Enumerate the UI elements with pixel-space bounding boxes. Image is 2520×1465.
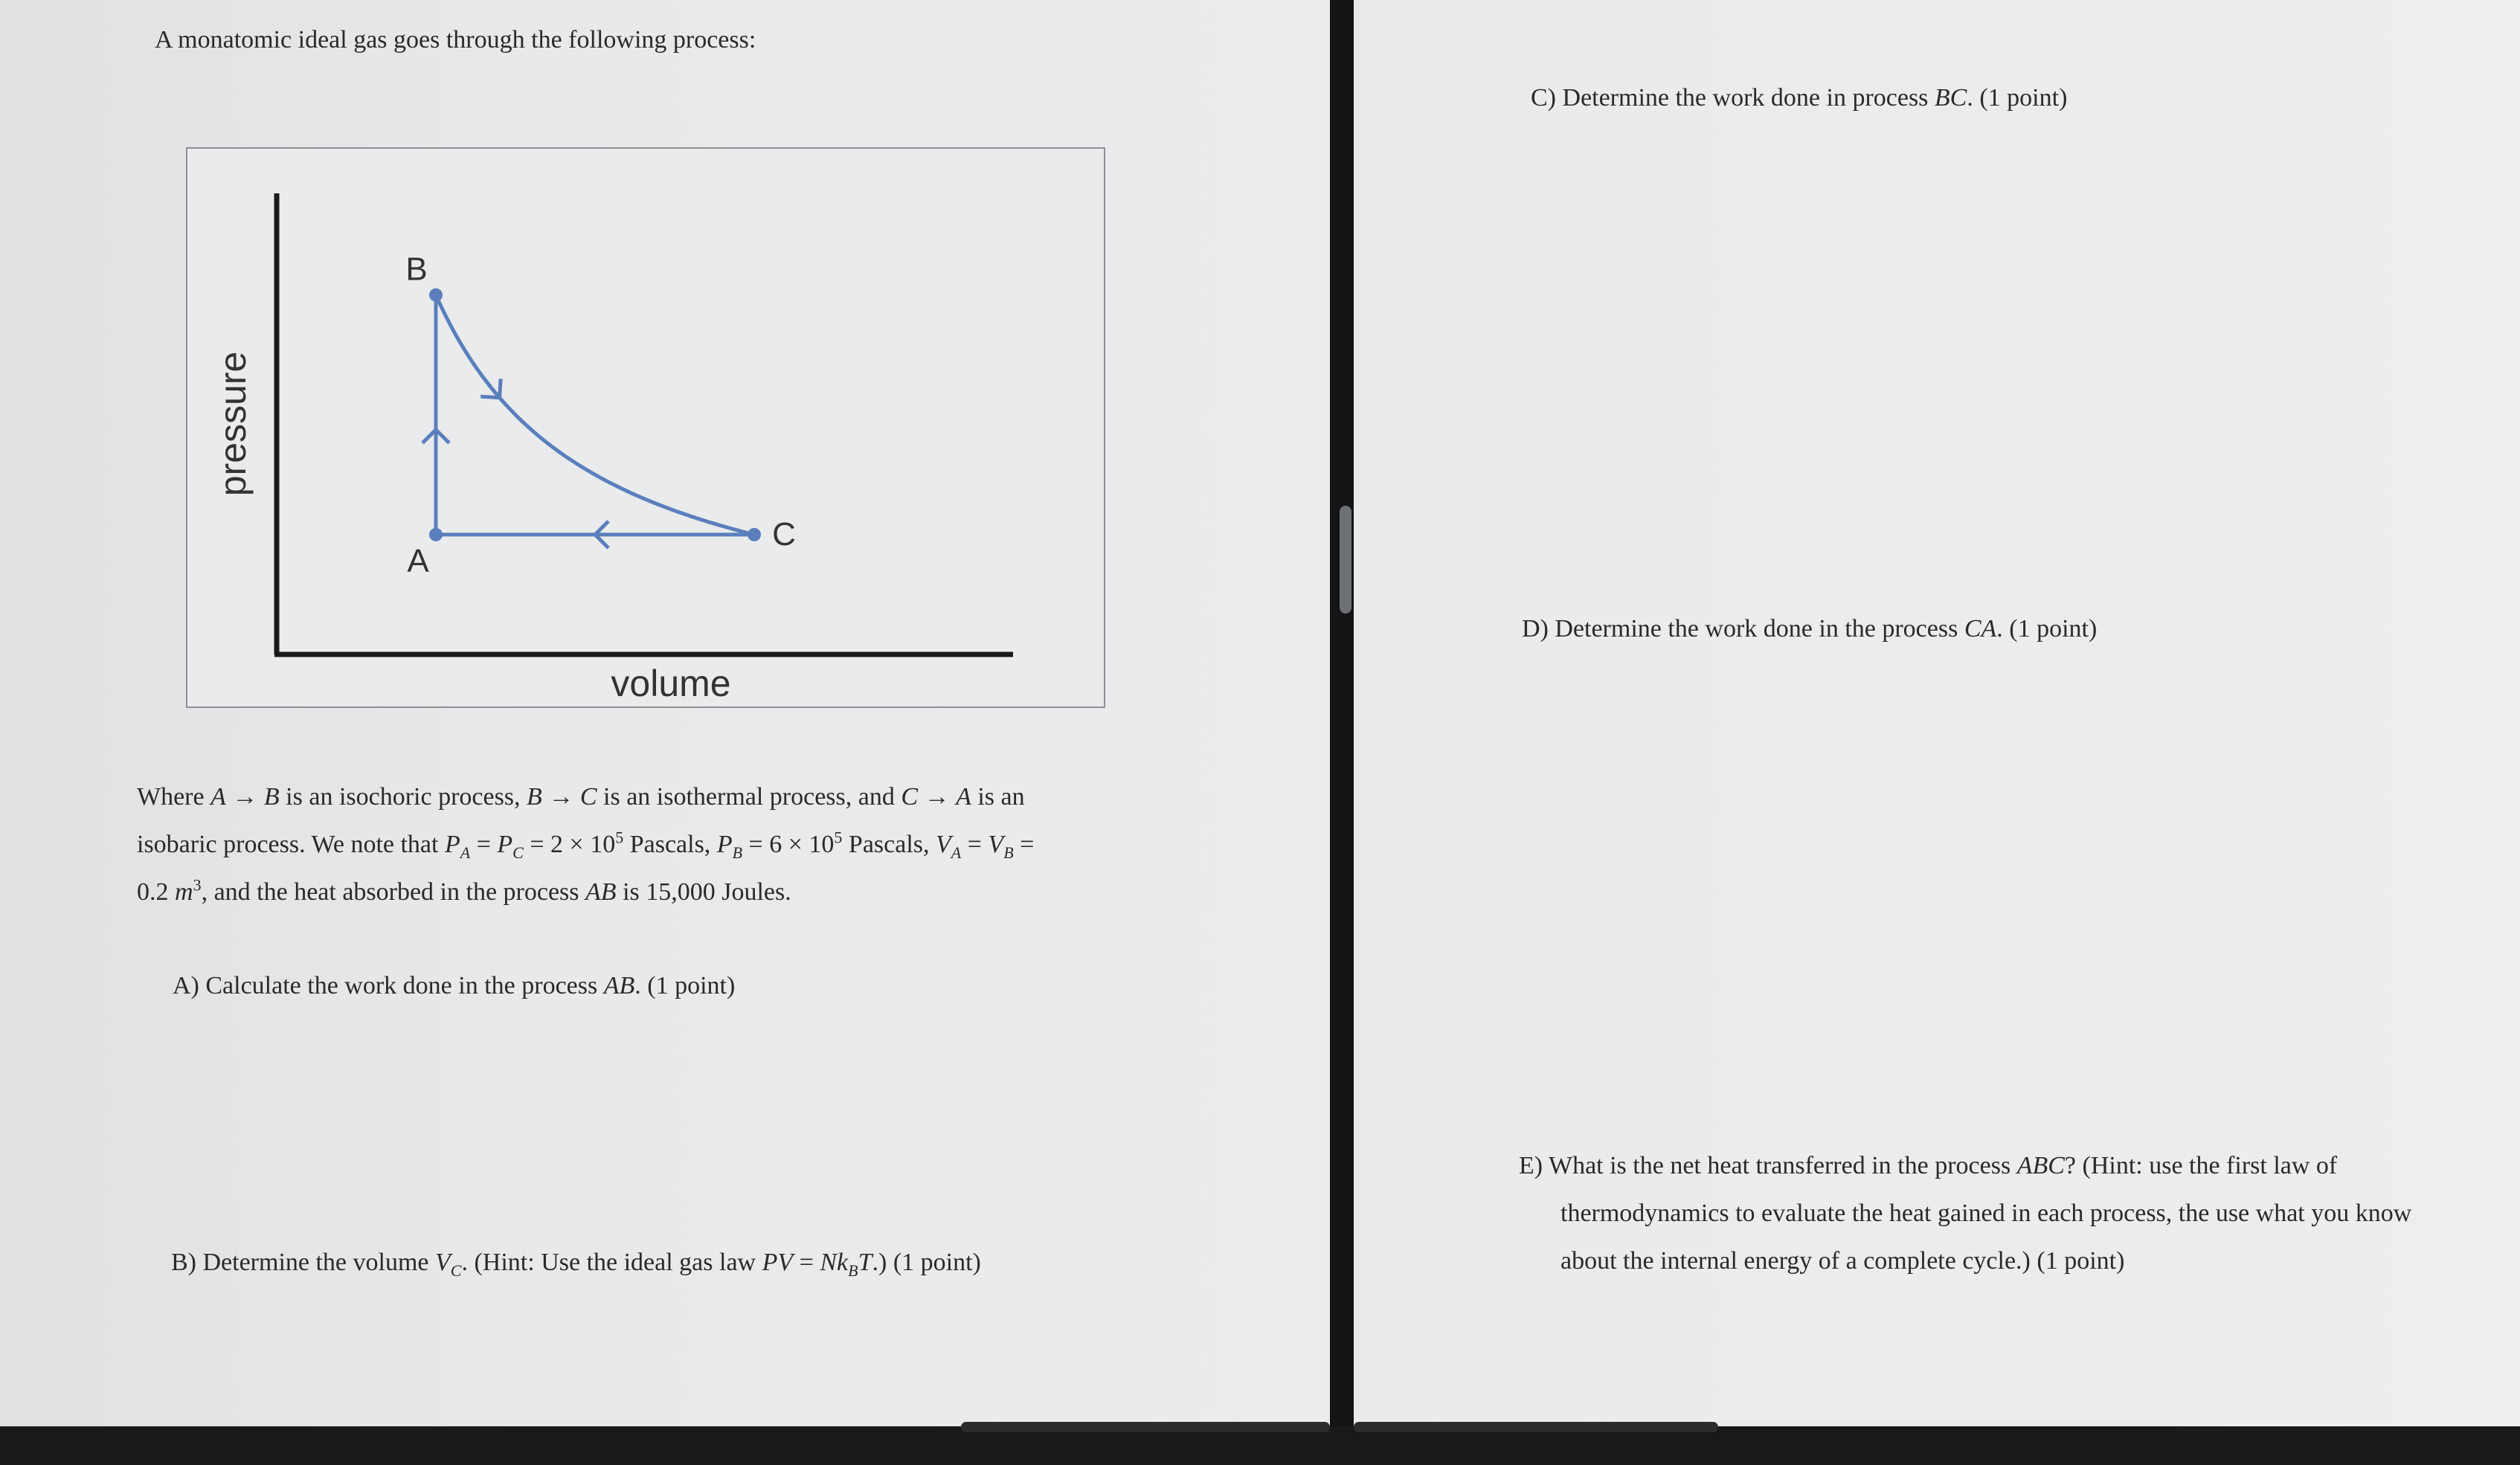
description-line-2: isobaric process. We note that $P_A = P_C = 2 \times 10^5$ Pascals, $P_B = 6 \times 10^5$ Pascals, $V_A = V_B$ = bbox=[137, 828, 1035, 862]
description-line-3: 0.2 $m^3$, and the heat absorbed in the process AB is 15,000 Joules. bbox=[137, 875, 791, 906]
y-axis-label: pressure bbox=[212, 351, 254, 497]
point-label-a: A bbox=[407, 542, 429, 579]
x-axis-label: volume bbox=[611, 663, 731, 704]
segment-b-c bbox=[436, 295, 754, 535]
question-d: D) Determine the work done in the process CA. (1 point) bbox=[1522, 615, 2098, 643]
question-e-line-1: E) What is the net heat transferred in the process ABC? (Hint: use the first law of bbox=[1519, 1152, 2338, 1179]
pv-diagram-frame bbox=[186, 147, 1105, 708]
point-label-b: B bbox=[405, 251, 428, 288]
home-indicator-left[interactable] bbox=[961, 1422, 1330, 1432]
point-a bbox=[429, 528, 443, 541]
question-e-line-3: about the internal energy of a complete cycle.) (1 point) bbox=[1560, 1247, 2125, 1275]
point-label-c: C bbox=[772, 515, 796, 553]
home-indicator-right[interactable] bbox=[1354, 1422, 1718, 1432]
question-a: A) Calculate the work done in the process AB. (1 point) bbox=[173, 972, 736, 999]
process-description bbox=[137, 773, 1034, 916]
question-e bbox=[1519, 1142, 2411, 1285]
point-b bbox=[429, 289, 443, 302]
question-e-line-2: thermodynamics to evaluate the heat gained in each process, the use what you know bbox=[1560, 1200, 2412, 1227]
description-line-1: Where A → B is an isochoric process, B → C is an isothermal process, and C → A is an bbox=[137, 783, 1025, 811]
question-b: B) Determine the volume $V_C$. (Hint: Use the ideal gas law PV = $Nk_BT$.) (1 point) bbox=[171, 1249, 981, 1280]
point-c bbox=[748, 528, 761, 541]
right-page bbox=[1354, 0, 2520, 1426]
question-c: C) Determine the work done in process BC. (1 point) bbox=[1531, 84, 2068, 112]
intro-text: A monatomic ideal gas goes through the following process: bbox=[155, 26, 756, 54]
pv-diagram bbox=[187, 149, 1104, 706]
split-view-divider[interactable] bbox=[1330, 0, 1354, 1465]
split-view-handle[interactable] bbox=[1340, 506, 1351, 614]
